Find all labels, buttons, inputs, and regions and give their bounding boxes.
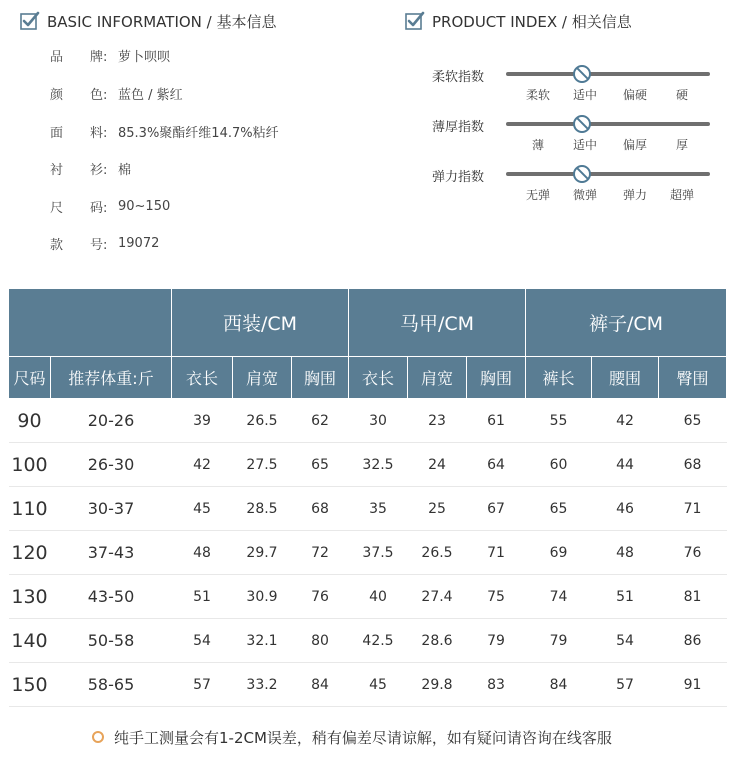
measurement-cell: 29.8 — [408, 663, 467, 707]
checkbox-checked-icon — [20, 11, 40, 31]
measurement-cell: 40 — [349, 575, 408, 619]
measurement-cell: 62 — [292, 399, 349, 443]
column-header: 推荐体重:斤 — [51, 357, 172, 399]
index-tick: 微弹 — [572, 188, 597, 202]
table-row — [9, 575, 727, 619]
group-header-pants: 裤子/CM — [526, 289, 727, 357]
info-row-color: 颜 色: 蓝色 / 紫红 — [50, 84, 183, 102]
measurement-cell: 65 — [292, 443, 349, 487]
index-tick: 适中 — [572, 138, 597, 152]
info-row-size: 尺 码: 90~150 — [50, 198, 171, 216]
circle-bullet-icon — [92, 731, 104, 743]
measurement-cell: 25 — [408, 487, 467, 531]
weight-cell: 20-26 — [51, 399, 172, 443]
measurement-cell: 76 — [292, 575, 349, 619]
size-cell: 110 — [9, 487, 51, 531]
basic-info-title: BASIC INFORMATION / 基本信息 — [47, 12, 277, 31]
measurement-cell: 54 — [592, 619, 659, 663]
measurement-cell: 72 — [292, 531, 349, 575]
measurement-cell: 32.1 — [233, 619, 292, 663]
measurement-cell: 27.5 — [233, 443, 292, 487]
measurement-cell: 48 — [172, 531, 233, 575]
group-header-vest: 马甲/CM — [349, 289, 526, 357]
measurement-cell: 27.4 — [408, 575, 467, 619]
measurement-cell: 84 — [526, 663, 592, 707]
elasticity-index — [432, 164, 722, 204]
product-index-title: PRODUCT INDEX / 相关信息 — [432, 12, 632, 31]
measurement-cell: 79 — [467, 619, 526, 663]
measurement-cell: 69 — [526, 531, 592, 575]
checkbox-checked-icon — [405, 11, 425, 31]
table-row — [9, 619, 727, 663]
product-index-heading — [405, 10, 632, 32]
size-chart-table — [8, 288, 727, 707]
index-tick: 适中 — [572, 88, 597, 102]
measurement-cell: 79 — [526, 619, 592, 663]
index-tick: 柔软 — [525, 88, 550, 102]
info-value: 85.3%聚酯纤维14.7%粘纤 — [118, 125, 279, 141]
measurement-cell: 45 — [349, 663, 408, 707]
size-table-body — [9, 399, 727, 707]
group-header-suit: 西装/CM — [172, 289, 349, 357]
size-cell: 90 — [9, 399, 51, 443]
index-marker-icon — [573, 65, 591, 83]
size-cell: 130 — [9, 575, 51, 619]
weight-cell: 26-30 — [51, 443, 172, 487]
measurement-cell: 42 — [592, 399, 659, 443]
measurement-note — [92, 726, 612, 748]
measurement-cell: 76 — [659, 531, 727, 575]
measurement-cell: 44 — [592, 443, 659, 487]
table-row — [9, 531, 727, 575]
measurement-cell: 86 — [659, 619, 727, 663]
measurement-cell: 68 — [659, 443, 727, 487]
measurement-cell: 81 — [659, 575, 727, 619]
measurement-cell: 74 — [526, 575, 592, 619]
measurement-cell: 65 — [526, 487, 592, 531]
column-header: 衣长 — [172, 357, 233, 399]
measurement-cell: 61 — [467, 399, 526, 443]
column-header: 肩宽 — [408, 357, 467, 399]
measurement-cell: 68 — [292, 487, 349, 531]
info-value: 19072 — [118, 235, 160, 251]
column-header: 尺码 — [9, 357, 51, 399]
measurement-cell: 60 — [526, 443, 592, 487]
measurement-cell: 80 — [292, 619, 349, 663]
measurement-cell: 75 — [467, 575, 526, 619]
weight-cell: 30-37 — [51, 487, 172, 531]
measurement-cell: 30.9 — [233, 575, 292, 619]
measurement-cell: 48 — [592, 531, 659, 575]
measurement-cell: 51 — [592, 575, 659, 619]
measurement-cell: 35 — [349, 487, 408, 531]
table-row — [9, 443, 727, 487]
index-marker-icon — [573, 165, 591, 183]
group-header-blank — [9, 289, 172, 357]
note-text: 纯手工测量会有1-2CM误差，稍有偏差尽请谅解，如有疑问请咨询在线客服 — [114, 728, 612, 747]
measurement-cell: 26.5 — [408, 531, 467, 575]
index-track — [506, 72, 710, 76]
column-header: 衣长 — [349, 357, 408, 399]
size-cell: 100 — [9, 443, 51, 487]
measurement-cell: 32.5 — [349, 443, 408, 487]
basic-info-heading — [20, 10, 276, 32]
measurement-cell: 28.5 — [233, 487, 292, 531]
index-tick: 无弹 — [525, 188, 550, 202]
index-tick: 偏硬 — [622, 88, 647, 102]
column-header: 腰围 — [592, 357, 659, 399]
measurement-cell: 71 — [659, 487, 727, 531]
column-header: 胸围 — [292, 357, 349, 399]
measurement-cell: 57 — [592, 663, 659, 707]
column-header: 胸围 — [467, 357, 526, 399]
measurement-cell: 51 — [172, 575, 233, 619]
info-row-style-no: 款 号: 19072 — [50, 235, 160, 253]
measurement-cell: 33.2 — [233, 663, 292, 707]
measurement-cell: 45 — [172, 487, 233, 531]
table-row — [9, 399, 727, 443]
weight-cell: 43-50 — [51, 575, 172, 619]
measurement-cell: 39 — [172, 399, 233, 443]
info-value: 萝卜呗呗 — [118, 49, 171, 65]
measurement-cell: 71 — [467, 531, 526, 575]
measurement-cell: 29.7 — [233, 531, 292, 575]
index-marker-icon — [573, 115, 591, 133]
index-track — [506, 122, 710, 126]
info-row-fabric: 面 料: 85.3%聚酯纤维14.7%粘纤 — [50, 122, 279, 140]
weight-cell: 58-65 — [51, 663, 172, 707]
info-value: 90~150 — [118, 198, 171, 214]
index-label: 弹力指数 — [432, 170, 485, 185]
info-row-shirt: 衬 衫: 棉 — [50, 159, 131, 177]
info-value: 棉 — [118, 162, 132, 178]
measurement-cell: 55 — [526, 399, 592, 443]
table-row — [9, 663, 727, 707]
weight-cell: 37-43 — [51, 531, 172, 575]
thickness-index — [432, 114, 722, 154]
measurement-cell: 37.5 — [349, 531, 408, 575]
measurement-cell: 46 — [592, 487, 659, 531]
column-header: 肩宽 — [233, 357, 292, 399]
measurement-cell: 54 — [172, 619, 233, 663]
measurement-cell: 26.5 — [233, 399, 292, 443]
measurement-cell: 30 — [349, 399, 408, 443]
measurement-cell: 24 — [408, 443, 467, 487]
measurement-cell: 42.5 — [349, 619, 408, 663]
measurement-cell: 65 — [659, 399, 727, 443]
index-tick: 厚 — [675, 138, 688, 152]
measurement-cell: 83 — [467, 663, 526, 707]
info-row-brand: 品 牌: 萝卜呗呗 — [50, 46, 170, 64]
measurement-cell: 23 — [408, 399, 467, 443]
index-label: 柔软指数 — [432, 70, 485, 85]
index-label: 薄厚指数 — [432, 120, 485, 135]
measurement-cell: 42 — [172, 443, 233, 487]
measurement-cell: 67 — [467, 487, 526, 531]
info-value: 蓝色 / 紫红 — [118, 87, 183, 103]
index-tick: 超弹 — [669, 188, 694, 202]
size-cell: 120 — [9, 531, 51, 575]
measurement-cell: 84 — [292, 663, 349, 707]
index-track — [506, 172, 710, 176]
measurement-cell: 28.6 — [408, 619, 467, 663]
column-header: 臀围 — [659, 357, 727, 399]
softness-index — [432, 64, 722, 104]
index-tick: 偏厚 — [622, 138, 647, 152]
index-tick: 弹力 — [622, 188, 647, 202]
column-header: 裤长 — [526, 357, 592, 399]
size-cell: 140 — [9, 619, 51, 663]
measurement-cell: 91 — [659, 663, 727, 707]
index-tick: 薄 — [531, 138, 544, 152]
measurement-cell: 64 — [467, 443, 526, 487]
weight-cell: 50-58 — [51, 619, 172, 663]
index-tick: 硬 — [675, 88, 688, 102]
size-cell: 150 — [9, 663, 51, 707]
measurement-cell: 57 — [172, 663, 233, 707]
table-row — [9, 487, 727, 531]
